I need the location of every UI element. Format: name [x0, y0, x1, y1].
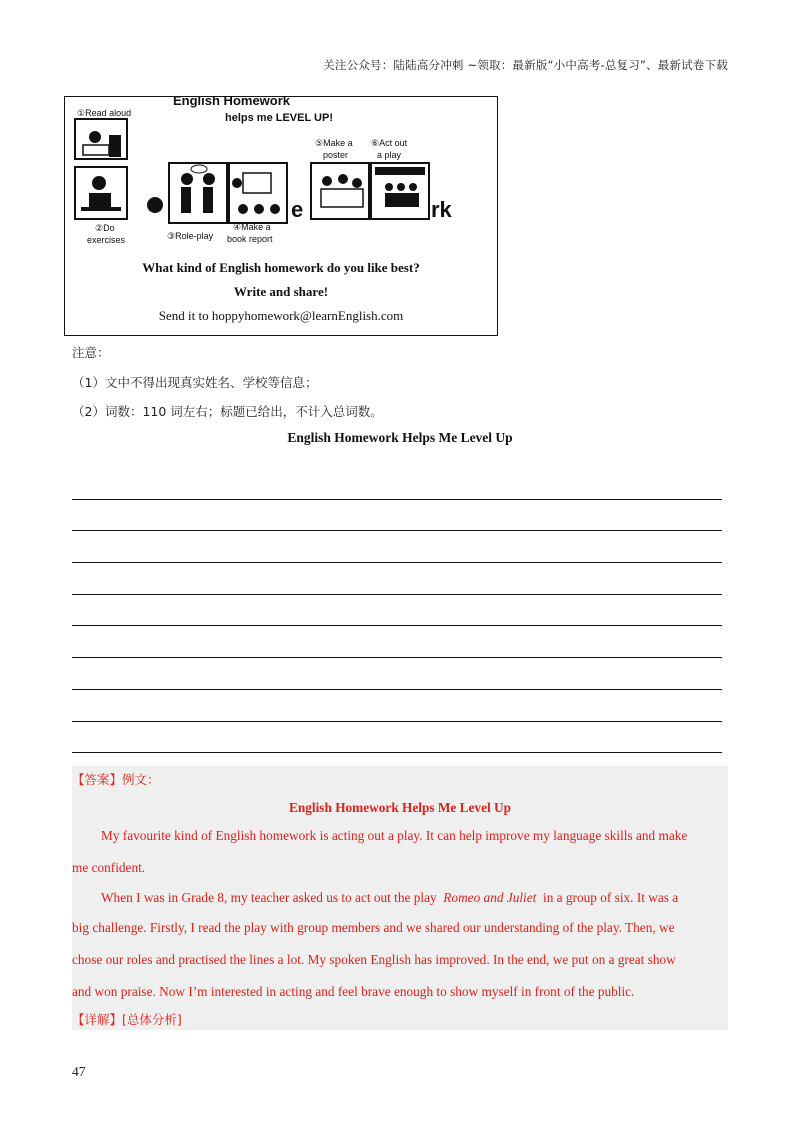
detail-label	[72, 1012, 182, 1028]
label-book-report-2: book report	[227, 234, 273, 244]
writing-line[interactable]	[72, 500, 722, 532]
poster-call: Write and share!	[233, 284, 329, 299]
writing-line[interactable]	[72, 595, 722, 627]
writing-line[interactable]	[72, 531, 722, 563]
label-poster-1: ⑤Make a	[315, 138, 353, 148]
book-report-icon	[229, 163, 287, 223]
poster-illustration	[65, 97, 499, 257]
notes-item-2: （2）词数：110 词左右；标题已给出，不计入总词数。	[72, 404, 383, 419]
label-do-exercises-2: exercises	[87, 235, 126, 245]
answer-label	[72, 772, 160, 788]
label-do-exercises-1: ②Do	[95, 223, 115, 233]
answer-title: English Homework Helps Me Level Up	[289, 800, 511, 815]
answer-p2-line2: big challenge. Firstly, I read the play with group members and we shared our understanding of the play. Then, we	[72, 920, 675, 935]
act-out-play-icon	[371, 163, 429, 219]
poster-send: Send it to hoppyhomework@learnEnglish.com	[158, 308, 404, 323]
answer-p2-line3: chose our roles and practised the lines a lot. My spoken English has improved. In the end, we put on a great show	[72, 952, 676, 967]
detail-bracket: 【详解】	[72, 1012, 123, 1027]
writing-line[interactable]	[72, 563, 722, 595]
answer-bracket: 【答案】	[72, 772, 123, 787]
notes-title: 注意：	[72, 345, 110, 360]
label-read-aloud: ①Read aloud	[77, 108, 132, 118]
answer-p2-line1	[101, 890, 678, 906]
writing-lines	[72, 468, 722, 753]
detail-text: [总体分析]	[122, 1012, 182, 1027]
role-play-icon	[169, 163, 227, 223]
essay-title: English Homework Helps Me Level Up	[287, 430, 513, 445]
poster-banner-sub: helps me LEVEL UP!	[225, 112, 333, 124]
label-act-out-2: a play	[377, 150, 402, 160]
poster-banner-top: English Homework	[173, 97, 291, 108]
answer-p1-line2: me confident.	[72, 860, 146, 875]
writing-line[interactable]	[72, 722, 722, 754]
label-role-play: ③Role-play	[167, 231, 214, 241]
page-number: 47	[72, 1064, 86, 1079]
answer-p1-line1: My favourite kind of English homework is acting out a play. It can help improve my language skills and make	[101, 828, 688, 843]
writing-line[interactable]	[72, 468, 722, 500]
letter-o-dot-icon	[147, 197, 163, 213]
label-poster-2: poster	[323, 150, 349, 160]
answer-sample-label: 例文：	[122, 772, 160, 787]
make-poster-icon	[311, 163, 369, 219]
notes-item-1: （1）文中不得出现真实姓名、学校等信息；	[72, 375, 318, 390]
homework-poster	[64, 96, 498, 336]
writing-line[interactable]	[72, 626, 722, 658]
label-book-report-1: ④Make a	[233, 222, 271, 232]
answer-p2-line1-b: in a group of six. It was a	[543, 890, 679, 905]
poster-question: What kind of English homework do you like best?	[142, 260, 420, 275]
read-aloud-icon	[75, 119, 127, 159]
answer-p2-line4: and won praise. Now I’m interested in acting and feel brave enough to show myself in front of the public.	[72, 984, 635, 999]
letter-e: e	[291, 197, 304, 222]
label-act-out-1: ⑥Act out	[371, 138, 408, 148]
answer-p2-line1-a: When I was in Grade 8, my teacher asked us to act out the play	[101, 890, 437, 905]
writing-line[interactable]	[72, 658, 722, 690]
answer-play-title: Romeo and Juliet	[443, 890, 537, 905]
letters-rk: rk	[431, 197, 452, 222]
do-exercises-icon	[75, 167, 127, 219]
writing-line[interactable]	[72, 690, 722, 722]
header-note: 关注公众号：陆陆高分冲刺 ~领取：最新版“小中高考-总复习”、最新试卷下载	[323, 58, 728, 72]
